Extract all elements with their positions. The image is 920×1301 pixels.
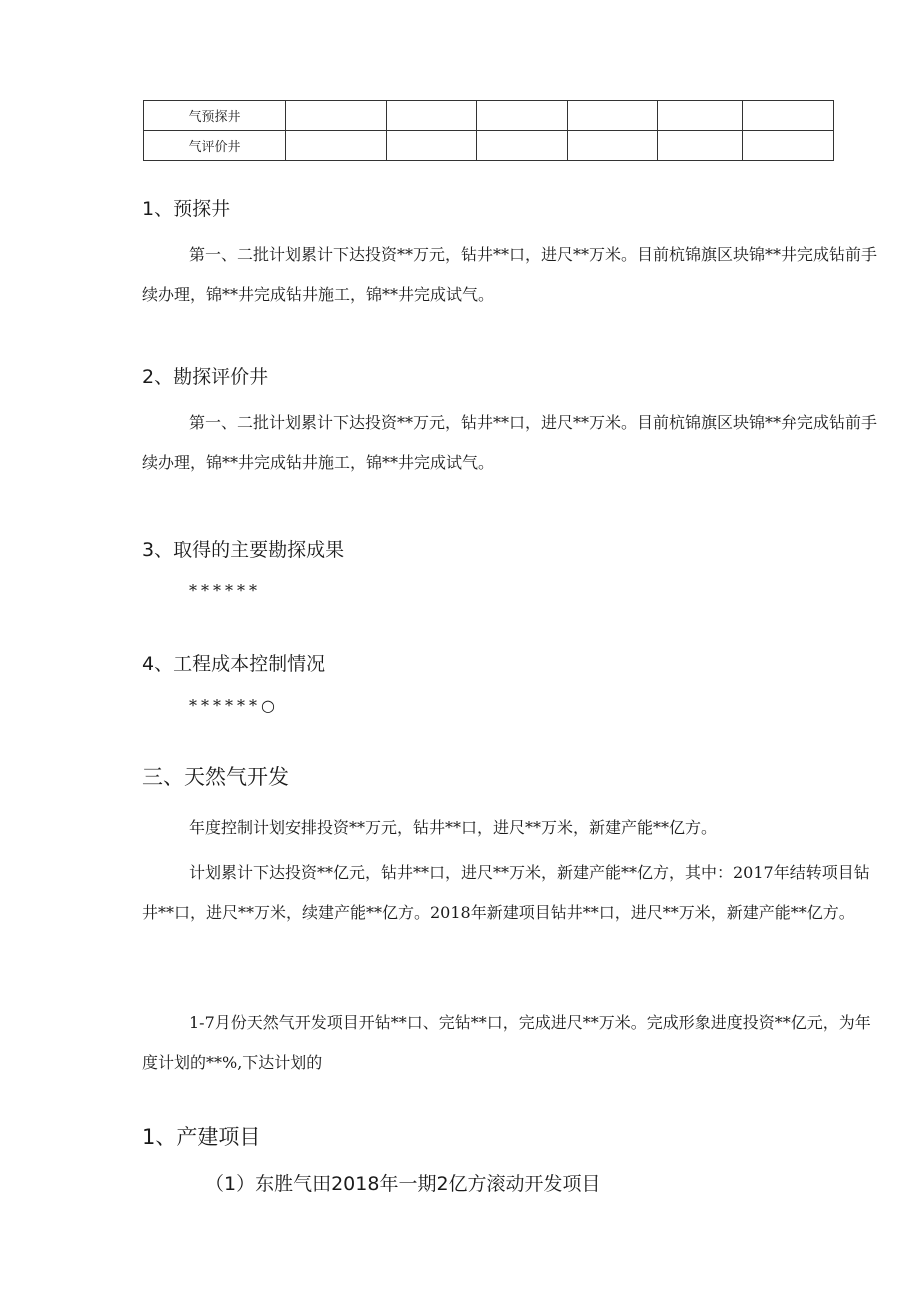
section-heading: 三、天然气开发	[142, 765, 289, 789]
table-cell	[477, 101, 568, 131]
section-heading: 2、勘探评价井	[142, 366, 269, 388]
paragraph	[142, 403, 882, 483]
table-cell	[387, 101, 477, 131]
table-row-label: 气评价井	[144, 131, 286, 161]
placeholder-text: ******○	[189, 696, 279, 715]
section-heading: 1、预探井	[142, 198, 231, 220]
section-heading: 4、工程成本控制情况	[142, 653, 326, 675]
section-heading: 3、取得的主要勘探成果	[142, 539, 345, 561]
table-cell	[568, 101, 658, 131]
table-cell	[568, 131, 658, 161]
table-cell	[387, 131, 477, 161]
paragraph-text: 计划累计下达投资**亿元，钻井**口，进尺**万米，新建产能**亿方，其中：2017年结转项目钻井**口，进尺**万米，续建产能**亿方。2018年新建项目钻井**口，进尺**万米，新建产能**亿方。	[142, 863, 870, 922]
table-row	[144, 131, 834, 161]
table-cell	[658, 101, 743, 131]
table-cell	[286, 101, 387, 131]
well-table	[143, 100, 834, 161]
paragraph-text: 第一、二批计划累计下达投资**万元，钻井**口，进尺**万米。目前杭锦旗区块锦**弁完成钻前手续办理，锦**井完成钻井施工，锦**井完成试气。	[142, 413, 878, 472]
table-cell	[743, 101, 834, 131]
placeholder-text: ******	[189, 581, 261, 600]
table-row-label: 气预探井	[144, 101, 286, 131]
table-cell	[743, 131, 834, 161]
paragraph-text: 年度控制计划安排投资**万元，钻井**口，进尺**万米，新建产能**亿方。	[189, 818, 718, 837]
paragraph	[142, 808, 882, 848]
paragraph	[142, 853, 882, 933]
paragraph	[142, 235, 882, 315]
table-cell	[477, 131, 568, 161]
section-heading: 1、产建项目	[142, 1125, 261, 1149]
paragraph	[142, 1003, 882, 1083]
table-row	[144, 101, 834, 131]
table-cell	[658, 131, 743, 161]
paragraph-text: 1-7月份天然气开发项目开钻**口、完钻**口，完成进尺**万米。完成形象进度投资**亿元，为年度计划的**%,下达计划的	[142, 1013, 871, 1072]
paragraph-text: 第一、二批计划累计下达投资**万元，钻井**口，进尺**万米。目前杭锦旗区块锦**井完成钻前手续办理，锦**井完成钻井施工，锦**井完成试气。	[142, 245, 878, 304]
subsection-heading: （1）东胜气田2018年一期2亿方滚动开发项目	[205, 1173, 601, 1195]
table-cell	[286, 131, 387, 161]
